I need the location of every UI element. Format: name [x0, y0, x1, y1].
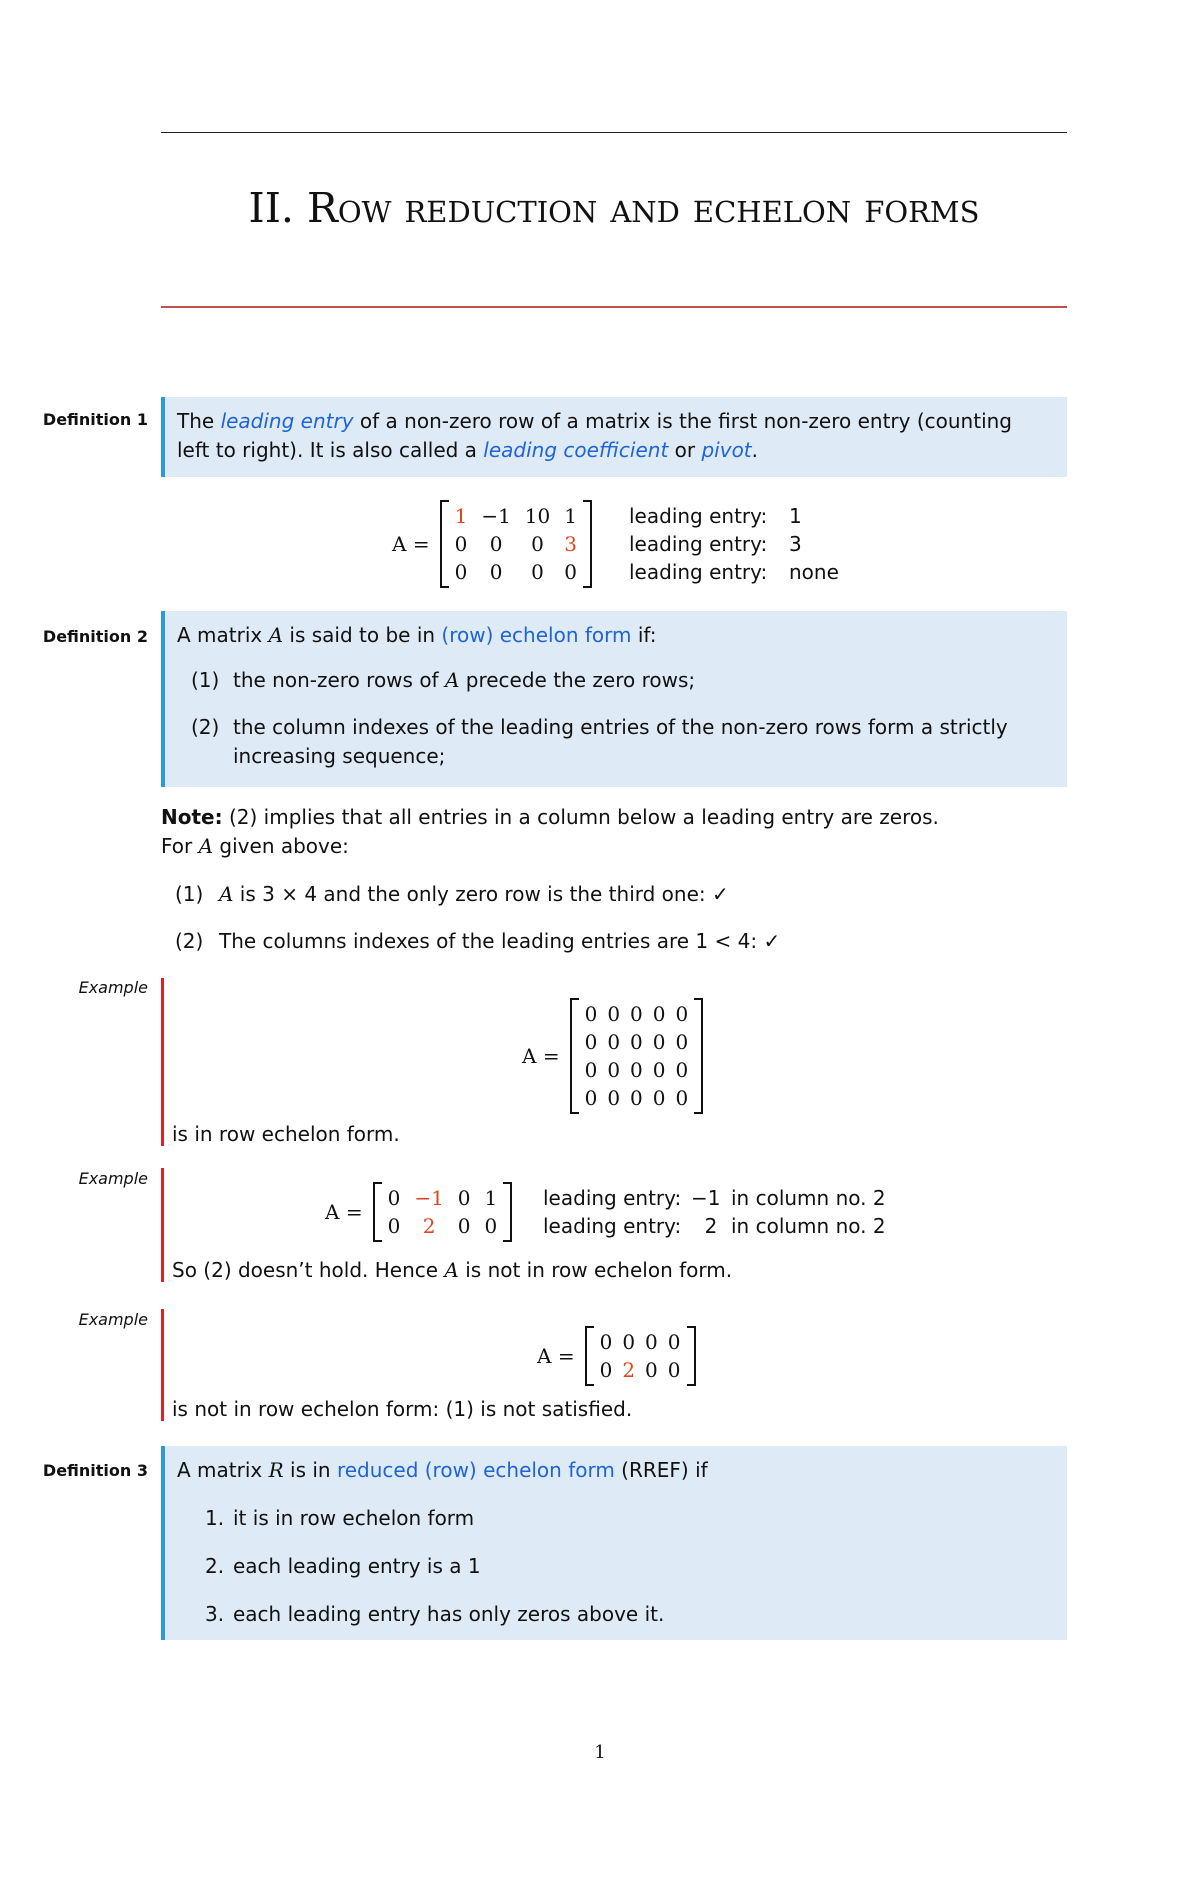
matrix-cell: 0 — [607, 1086, 621, 1110]
matrix-ex3: A = 0 0 0 0 0 2 0 0 — [537, 1326, 696, 1386]
note-line-2: For A given above: — [161, 834, 349, 858]
matrix-cell: 0 — [489, 532, 503, 556]
matrix-cell: 0 — [667, 1330, 681, 1354]
matrix-cell: 0 — [489, 560, 503, 584]
matrix-ex2: A = 0 −1 0 1 0 2 0 0 — [325, 1182, 512, 1242]
matrix-cell: 0 — [531, 532, 544, 556]
example-2-bar — [161, 1168, 164, 1282]
matrix-cell: 0 — [667, 1358, 681, 1382]
matrix-cell: 0 — [652, 1030, 666, 1054]
example-1-bar — [161, 978, 164, 1146]
matrix-a: A = 1 −1 10 1 0 0 0 3 0 0 0 0 — [392, 500, 592, 588]
matrix-cell: 0 — [645, 1330, 658, 1354]
matrix-cell: 0 — [584, 1002, 598, 1026]
example-1-label: Example — [78, 978, 148, 997]
matrix-cell: 0 — [652, 1086, 666, 1110]
matrix-cell: 1 — [484, 1186, 498, 1210]
matrix-cell: 2 — [422, 1214, 436, 1238]
matrix-cell: 0 — [454, 532, 468, 556]
list-item: (1) A is 3 × 4 and the only zero row is the third one: ✓ — [175, 882, 729, 906]
list-item: (2) the column indexes of the leading entries of the non-zero rows form a strictly increasing sequence; — [191, 715, 1008, 768]
list-item: (2) The columns indexes of the leading entries are 1 < 4: ✓ — [175, 929, 781, 953]
example-3-label: Example — [78, 1310, 148, 1329]
matrix-cell: 0 — [630, 1058, 643, 1082]
term-rref: reduced (row) echelon form — [336, 1458, 615, 1482]
matrix-cell: 0 — [599, 1358, 613, 1382]
note-line-1: Note: (2) implies that all entries in a column below a leading entry are zeros. — [161, 805, 939, 829]
matrix-cell: 0 — [387, 1186, 401, 1210]
example-2-label: Example — [78, 1169, 148, 1188]
matrix-cell: 0 — [630, 1002, 643, 1026]
example-2-caption: So (2) doesn’t hold. Hence A is not in row echelon form. — [172, 1258, 733, 1282]
matrix-a-notes: leading entry: 1 leading entry: 3 leading entry: none — [629, 504, 839, 584]
matrix-cell: 0 — [457, 1214, 471, 1238]
matrix-cell: 0 — [599, 1330, 613, 1354]
title-bottom-rule — [161, 306, 1067, 308]
matrix-cell: 3 — [564, 532, 577, 556]
matrix-cell: 0 — [531, 560, 544, 584]
matrix-cell: 0 — [584, 1030, 598, 1054]
matrix-cell: 0 — [675, 1086, 689, 1110]
definition-3-box: A matrix R is in reduced (row) echelon form (RREF) if 1. it is in row echelon form 2. each leading entry is a 1 3. each leading entry has only zeros above it. — [161, 1446, 1067, 1640]
example-1-caption: is in row echelon form. — [172, 1122, 400, 1146]
matrix-cell: 0 — [584, 1058, 598, 1082]
matrix-cell: 0 — [622, 1330, 636, 1354]
matrix-cell: −1 — [481, 504, 511, 528]
matrix-cell: 2 — [622, 1358, 636, 1382]
matrix-cell: 0 — [484, 1214, 498, 1238]
definition-3-label: Definition 3 — [42, 1461, 148, 1480]
term-pivot: pivot — [701, 438, 752, 462]
matrix-cell: 0 — [645, 1358, 658, 1382]
list-item: 3. each leading entry has only zeros above it. — [205, 1602, 665, 1626]
page-number: 1 — [594, 1742, 606, 1763]
definition-1-label: Definition 1 — [42, 410, 148, 429]
matrix-cell: 10 — [524, 504, 551, 528]
example-3-caption: is not in row echelon form: (1) is not satisfied. — [172, 1397, 633, 1421]
term-leading-entry: leading entry — [220, 409, 354, 433]
ex2-notes: leading entry: −1 in column no. 2 leading entry: 2 in column no. 2 — [543, 1186, 886, 1238]
matrix-cell: 0 — [387, 1214, 401, 1238]
matrix-cell: 0 — [675, 1002, 689, 1026]
matrix-cell: 0 — [457, 1186, 471, 1210]
term-leading-coefficient: leading coefficient — [483, 438, 669, 462]
matrix-cell: 0 — [630, 1086, 643, 1110]
matrix-cell: 0 — [630, 1030, 643, 1054]
matrix-cell: 1 — [564, 504, 577, 528]
matrix-cell: 0 — [564, 560, 577, 584]
example-3-bar — [161, 1309, 164, 1421]
list-item: 2. each leading entry is a 1 — [205, 1554, 481, 1578]
matrix-cell: 0 — [652, 1058, 666, 1082]
matrix-cell: 0 — [675, 1058, 689, 1082]
matrix-cell: 0 — [607, 1058, 621, 1082]
title-top-rule — [161, 132, 1067, 133]
matrix-cell: 0 — [607, 1030, 621, 1054]
matrix-cell: 0 — [454, 560, 468, 584]
matrix-cell: 0 — [652, 1002, 666, 1026]
matrix-zero: A = 0 0 0 0 0 0 0 0 0 0 0 0 0 0 0 0 0 0 0 0 — [522, 998, 703, 1114]
term-row-echelon-form: (row) echelon form — [441, 623, 632, 647]
definition-1-box: The leading entry of a non-zero row of a matrix is the first non-zero entry (counting left to right). It is also called a leading coefficient or pivot. — [161, 397, 1067, 477]
title-text: Row reduction and echelon forms — [306, 184, 980, 232]
matrix-cell: 0 — [584, 1086, 598, 1110]
title-roman: II. — [248, 184, 294, 232]
list-item: (1) the non-zero rows of A precede the zero rows; — [191, 668, 696, 692]
definition-2-label: Definition 2 — [42, 627, 148, 646]
list-item: 1. it is in row echelon form — [205, 1506, 475, 1530]
matrix-cell: 1 — [454, 504, 468, 528]
page-title — [161, 178, 1067, 238]
definition-2-box: A matrix A is said to be in (row) echelon form if: (1) the non-zero rows of A precede the zero rows; (2) the column indexes of the leading entries of the non-zero rows form a strictly increasing sequence; — [161, 611, 1067, 787]
matrix-cell: 0 — [607, 1002, 621, 1026]
matrix-cell: −1 — [414, 1186, 444, 1210]
matrix-cell: 0 — [675, 1030, 689, 1054]
